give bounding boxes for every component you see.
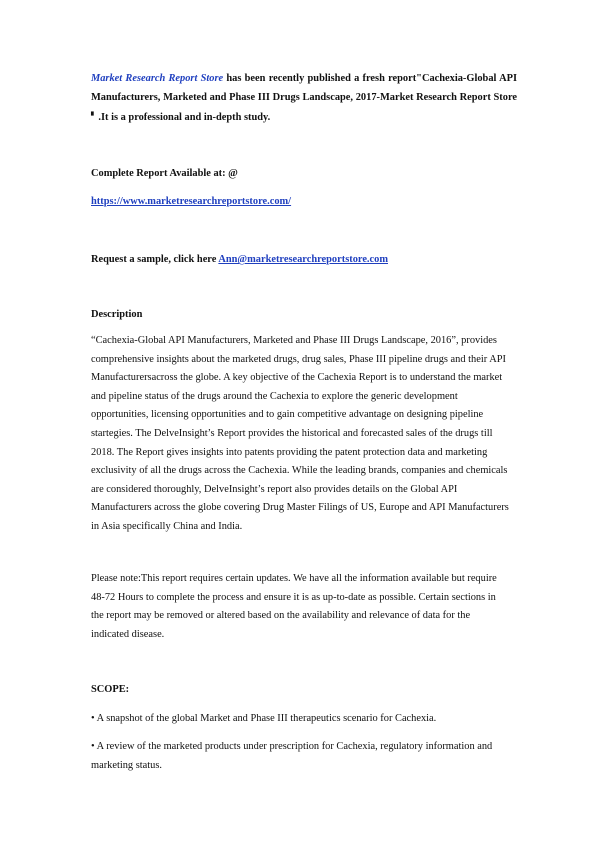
report-url-link[interactable]: https://www.marketresearchreportstore.com/ bbox=[91, 196, 292, 207]
description-body: “Cachexia-Global API Manufacturers, Marketed and Phase III Drugs Landscape, 2016”, provides comprehensive insights about the marketed drugs, drug sales, Phase III pipeline drugs and their API Manufacturersacross the globe. A key objective of the Cachexia Report is to understand the market and pipeline status of the drugs around the Cachexia to explore the generic development opportunities, licensing opportunities and to gain competitive advantage on designing pipeline startegies. The DelveInsight’s Report provides the historical and forecasted sales of the drugs till 2018. The Report gives insights into patents providing the patent protection data and marketing exclusivity of all the drugs across the Cachexia. While the leading brands, companies and chemicals are considered thoroughly, DelveInsight’s report also provides details on the Global API Manufacturers across the globe covering Drug Master Filings of US, Europe and API Manufacturers in Asia specifically China and India. bbox=[91, 335, 509, 532]
description-heading: Description bbox=[91, 309, 143, 320]
scope-item-2: • A review of the marketed products under prescription for Cachexia, regulatory information and marketing status. bbox=[91, 741, 493, 771]
intro-text: has been recently published a fresh report"Cachexia-Global API Manufacturers, Marketed and Phase III Drugs Landscape, 2017-Market Research Report Store bbox=[91, 73, 517, 103]
scope-heading: SCOPE: bbox=[91, 684, 130, 695]
brand-link[interactable]: Market Research Report Store bbox=[91, 73, 224, 84]
intro-tail: .It is a professional and in-depth study. bbox=[98, 112, 271, 124]
report-url-row bbox=[91, 196, 291, 207]
sample-request-row bbox=[91, 254, 388, 265]
scope-item-1: • A snapshot of the global Market and Phase III therapeutics scenario for Cachexia. bbox=[91, 713, 437, 724]
sample-email-link[interactable]: Ann@marketresearchreportstore.com bbox=[218, 254, 388, 265]
document-page bbox=[91, 70, 517, 771]
bullet-mark: ▘ bbox=[91, 112, 97, 121]
note-body: Please note:This report requires certain updates. We have all the information available but require 48-72 Hours to complete the process and ensure it is as up-to-date as possible. Certain sections in the report may be removed or altered based on the availability and relevance of data for the indicated disease. bbox=[91, 573, 497, 640]
sample-request-label: Request a sample, click here bbox=[91, 254, 219, 265]
intro-paragraph bbox=[91, 70, 517, 128]
complete-report-label: Complete Report Available at: @ bbox=[91, 168, 238, 179]
